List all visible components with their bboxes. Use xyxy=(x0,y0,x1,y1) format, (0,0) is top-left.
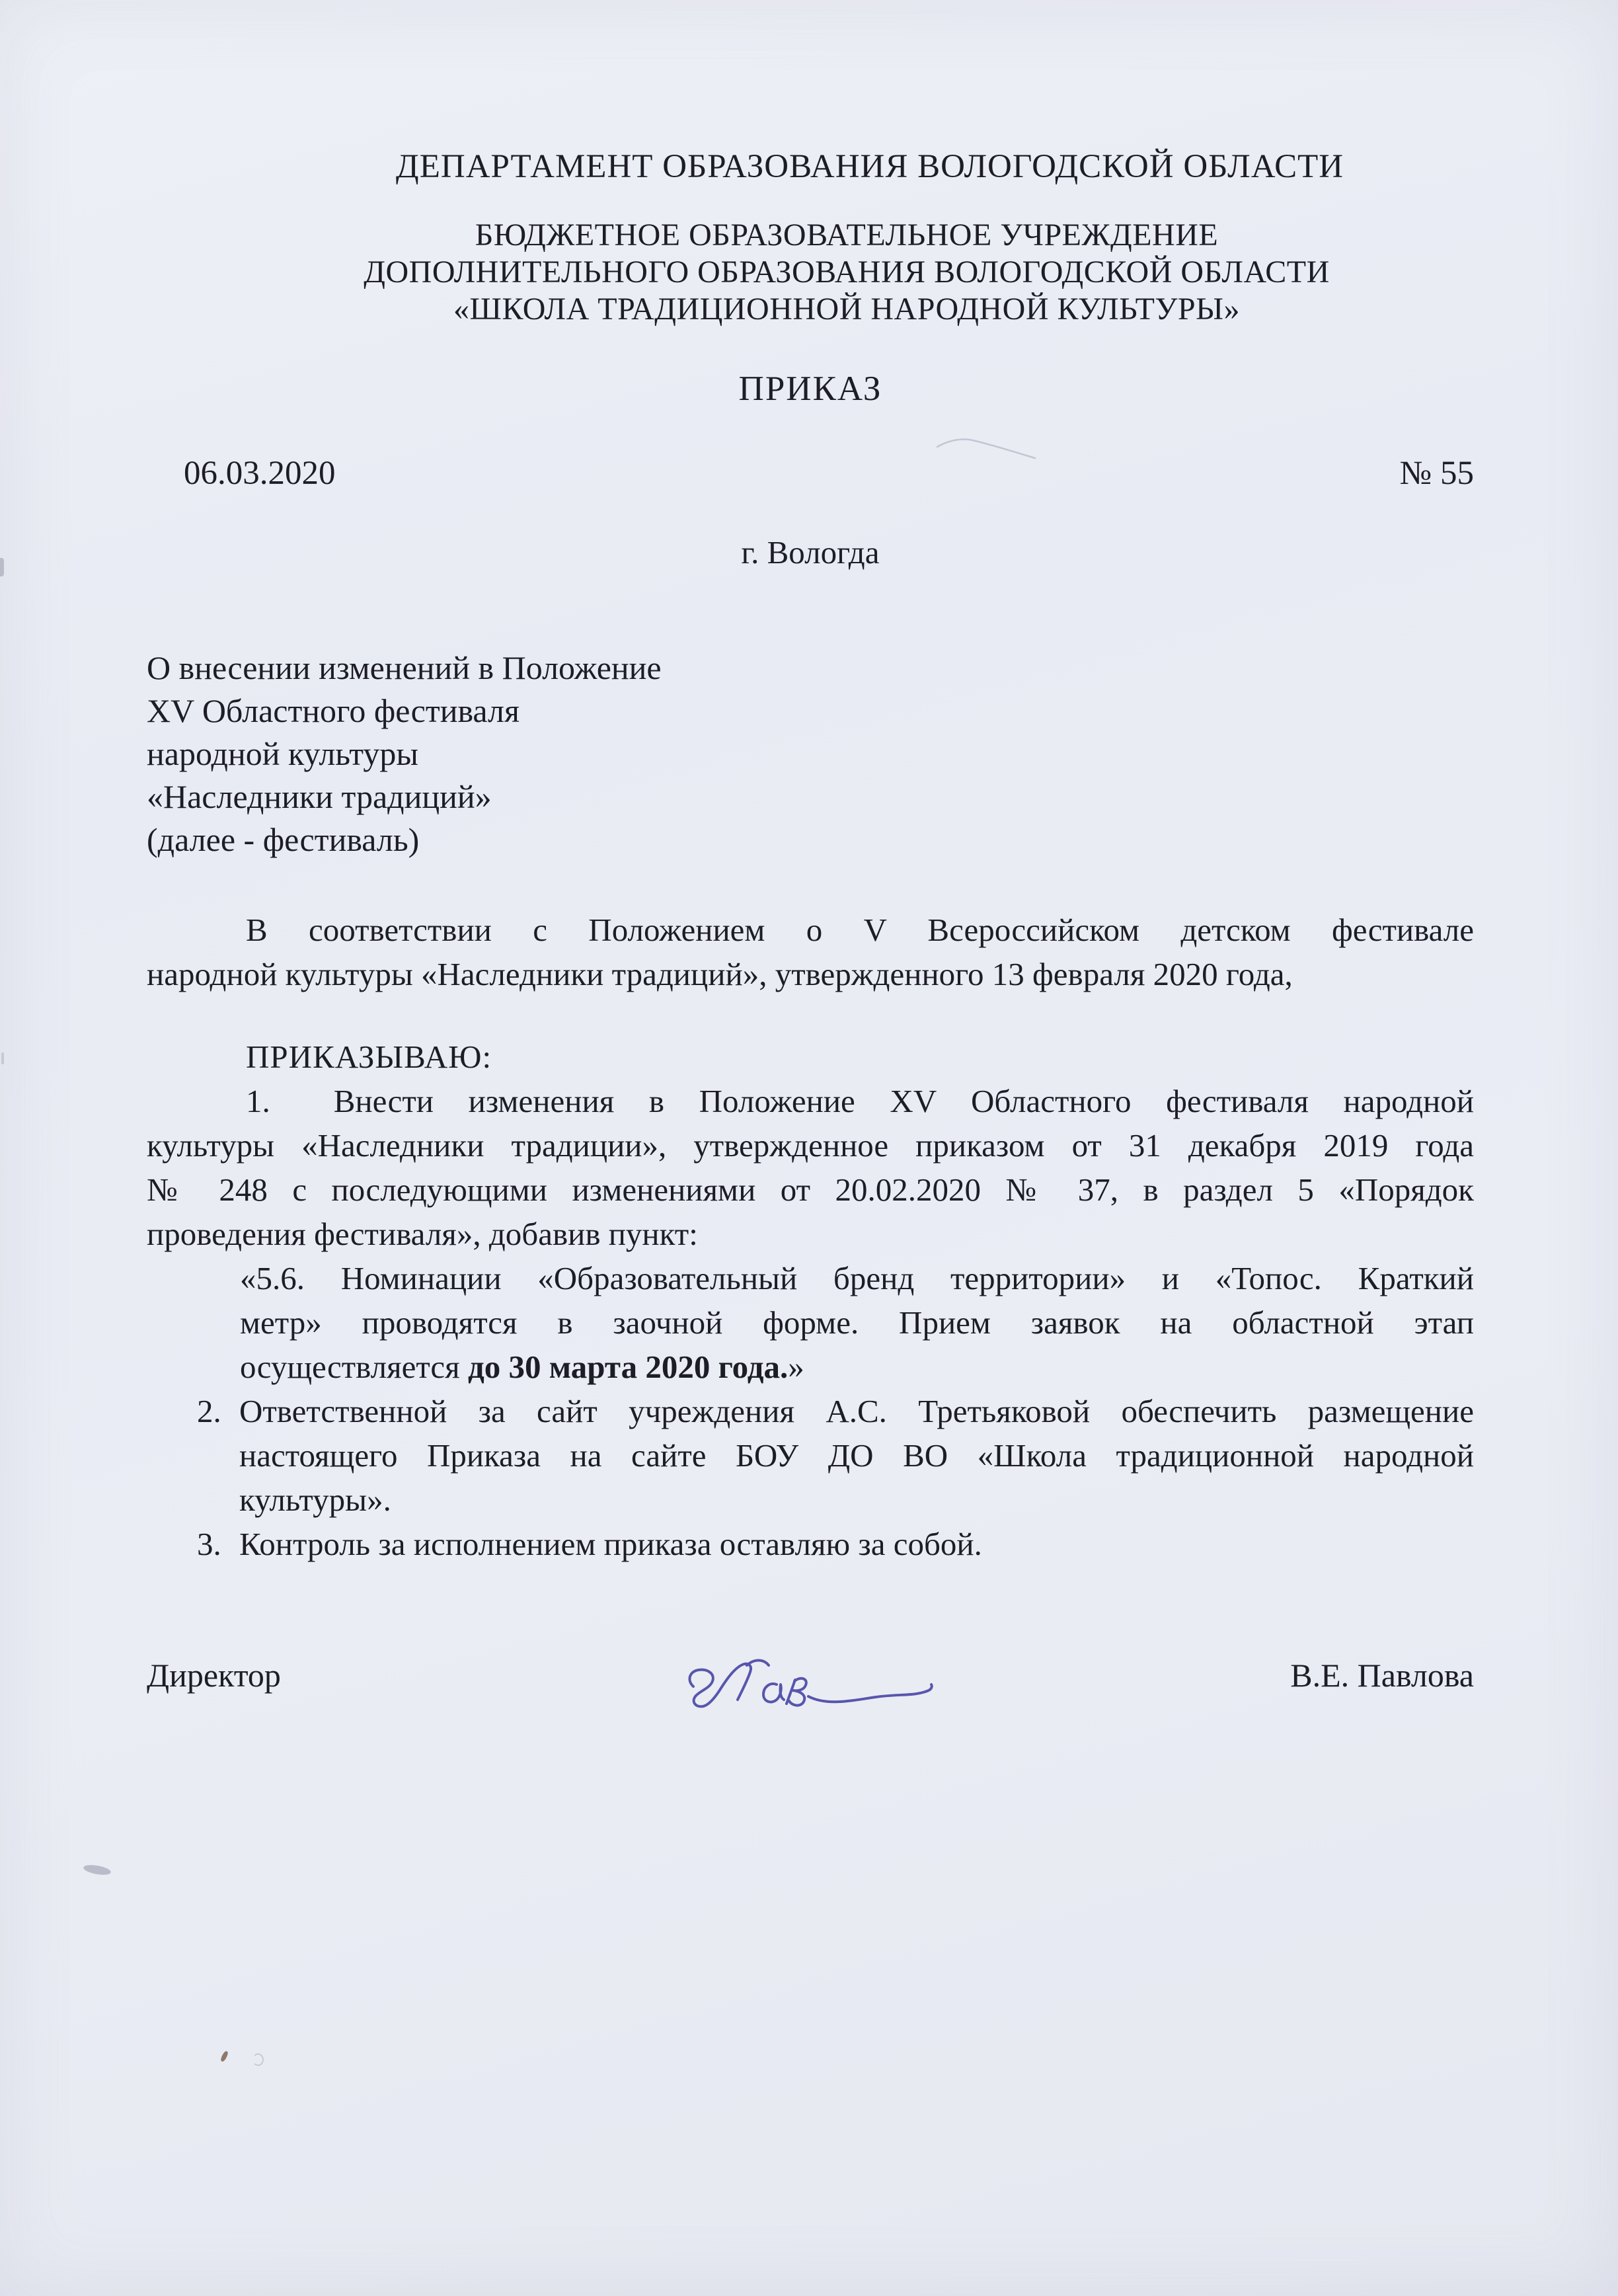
order-item-3 xyxy=(197,1522,1474,1566)
item-number: 3. xyxy=(197,1526,221,1562)
document-date: 06.03.2020 xyxy=(184,455,336,492)
subject-block xyxy=(147,647,1474,861)
document-number: № 55 xyxy=(1399,455,1474,492)
order-item-1 xyxy=(147,1079,1474,1256)
scan-edge-mark xyxy=(1,1052,4,1064)
institution-line: «ШКОЛА ТРАДИЦИОННОЙ НАРОДНОЙ КУЛЬТУРЫ» xyxy=(453,292,1240,327)
order-item-1-line: 1. Внести изменения в Положение XV Областного фестиваля народной xyxy=(246,1083,1474,1119)
paper-scratch-mark xyxy=(932,431,1044,464)
scan-smudge xyxy=(83,1863,112,1876)
item-number: 2. xyxy=(197,1393,221,1429)
intro-paragraph xyxy=(147,908,1474,996)
department-header: ДЕПАРТАМЕНТ ОБРАЗОВАНИЯ ВОЛОГОДСКОЙ ОБЛАСТИ xyxy=(395,148,1344,185)
order-item-2 xyxy=(197,1389,1474,1522)
clause-5-6 xyxy=(240,1256,1474,1389)
item-number: 1. xyxy=(246,1083,270,1119)
order-item-1-line: проведения фестиваля», добавив пункт: xyxy=(147,1216,698,1252)
subject-line: (далее - фестиваль) xyxy=(147,821,420,858)
city-line: г. Вологда xyxy=(741,534,880,571)
clause-5-6-line: осуществляется до 30 марта 2020 года.» xyxy=(240,1349,804,1385)
order-item-1-line: № 248 с последующими изменениями от 20.02.2020 № 37, в раздел 5 «Порядок xyxy=(147,1171,1474,1208)
paper-fiber-curl xyxy=(252,2053,264,2066)
signature-name: В.Е. Павлова xyxy=(1290,1657,1474,1694)
order-item-2-line: 2. Ответственной за сайт учреждения А.С. Третьяковой обеспечить размещение xyxy=(239,1389,1474,1433)
document-type-title: ПРИКАЗ xyxy=(738,370,882,408)
subject-line: О внесении изменений в Положение xyxy=(147,649,662,686)
order-item-2-line: настоящего Приказа на сайте БОУ ДО ВО «Школа традиционной народной xyxy=(239,1437,1474,1474)
intro-line: народной культуры «Наследники традиций», утвержденного 13 февраля 2020 года, xyxy=(147,956,1293,992)
subject-line: народной культуры xyxy=(147,735,418,772)
paper-speck xyxy=(220,2050,229,2062)
signature-role: Директор xyxy=(147,1657,281,1694)
order-item-3-line: 3. Контроль за исполнением приказа оставляю за собой. xyxy=(239,1522,1474,1566)
order-item-2-line: культуры». xyxy=(239,1482,391,1518)
institution-header xyxy=(183,217,1510,328)
scan-edge-mark xyxy=(0,558,4,576)
subject-line: «Наследники традиций» xyxy=(147,778,492,815)
clause-5-6-line: метр» проводятся в заочной форме. Прием заявок на областной этап xyxy=(240,1304,1474,1341)
institution-line: БЮДЖЕТНОЕ ОБРАЗОВАТЕЛЬНОЕ УЧРЕЖДЕНИЕ xyxy=(475,218,1219,253)
subject-line: XV Областного фестиваля xyxy=(147,692,520,729)
clause-5-6-line: «5.6. Номинации «Образовательный бренд территории» и «Топос. Краткий xyxy=(240,1260,1474,1296)
resolution-word: ПРИКАЗЫВАЮ: xyxy=(246,1039,492,1075)
intro-line: В соответствии с Положением о V Всероссийском детском фестивале xyxy=(246,912,1474,948)
institution-line: ДОПОЛНИТЕЛЬНОГО ОБРАЗОВАНИЯ ВОЛОГОДСКОЙ ОБЛАСТИ xyxy=(364,255,1330,290)
handwritten-signature-ink xyxy=(684,1648,935,1718)
deadline-bold-text: до 30 марта 2020 года. xyxy=(467,1349,789,1385)
order-item-1-line: культуры «Наследники традиции», утвержденное приказом от 31 декабря 2019 года xyxy=(147,1127,1474,1164)
date-number-row xyxy=(147,455,1474,492)
